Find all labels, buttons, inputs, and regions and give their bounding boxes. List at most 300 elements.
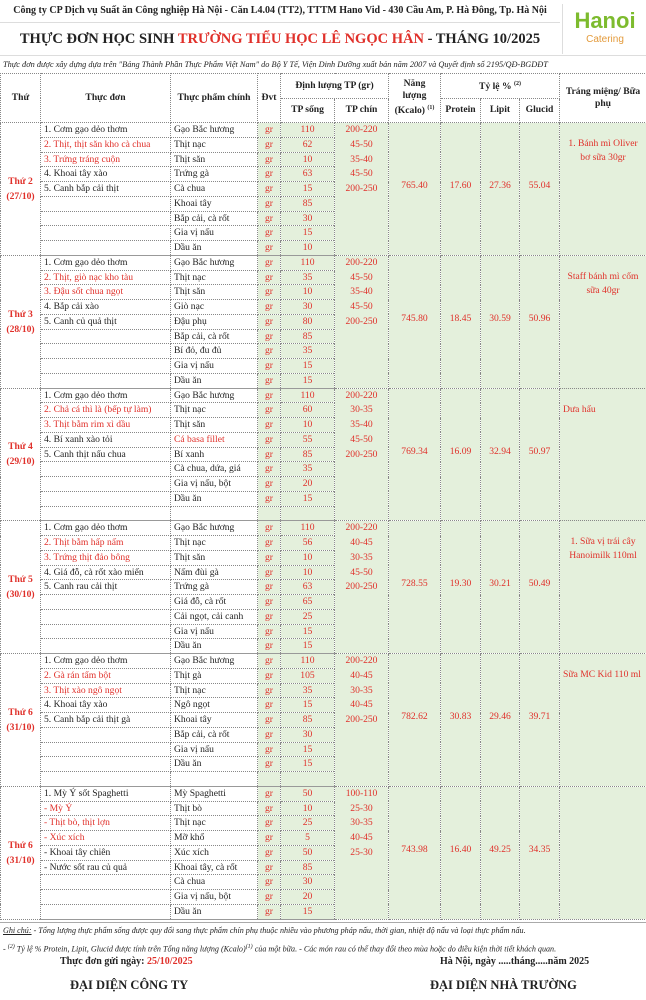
- menu-item: [41, 624, 171, 639]
- raw-qty: [281, 772, 335, 787]
- menu-item: 5. Canh rau cải thịt: [41, 580, 171, 595]
- unit: gr: [258, 757, 281, 772]
- protein: [441, 786, 481, 919]
- nang-luong-label: Năng lượng: [402, 78, 427, 102]
- menu-item: 3. Trứng thịt đảo bông: [41, 550, 171, 565]
- menu-item: [41, 344, 171, 359]
- glucid: [520, 123, 560, 256]
- ingredient: Đậu phụ: [171, 314, 258, 329]
- col-lipit: Lipit: [481, 98, 520, 123]
- raw-qty: 85: [281, 860, 335, 875]
- menu-body: [1, 123, 646, 920]
- unit: gr: [258, 550, 281, 565]
- note-line-1: [3, 923, 646, 939]
- menu-item: 1. Cơm gạo dẻo thơm: [41, 388, 171, 403]
- subtitle: Thực đơn được xây dựng dựa trên "Bảng Thành Phần Thực Phẩm Việt Nam" do Bộ Y Tế, Viện Dinh Dưỡng xuất bản năm 2007 và Quyết định số 2195/QĐ-BGDĐT: [0, 55, 646, 73]
- raw-qty: 15: [281, 742, 335, 757]
- dessert: Staff bánh mì cốm sữa 40gr: [560, 255, 646, 388]
- cooked-qty: 40-45: [350, 669, 373, 681]
- menu-item: 2. Thịt bằm hấp nấm: [41, 536, 171, 551]
- logo-main: Hanoi: [574, 8, 636, 33]
- raw-qty: 110: [281, 123, 335, 138]
- cooked-qty: 35-40: [350, 286, 373, 298]
- ingredient: Dầu ăn: [171, 904, 258, 919]
- unit: gr: [258, 211, 281, 226]
- unit: gr: [258, 890, 281, 905]
- unit: gr: [258, 314, 281, 329]
- lipit-value: 30.59: [489, 312, 511, 324]
- menu-item: 5. Canh củ quả thịt: [41, 314, 171, 329]
- ingredient: Trứng gà: [171, 580, 258, 595]
- raw-qty: 63: [281, 580, 335, 595]
- unit: gr: [258, 403, 281, 418]
- cooked-qty: 200-220: [345, 655, 378, 666]
- ingredient: Thịt nạc: [171, 683, 258, 698]
- title-prefix: THỰC ĐƠN HỌC SINH: [19, 31, 178, 47]
- lipit: [481, 786, 520, 919]
- unit: gr: [258, 373, 281, 388]
- raw-qty: 10: [281, 418, 335, 433]
- menu-item: 3. Trứng tráng cuộn: [41, 152, 171, 167]
- energy-value: 782.62: [401, 711, 428, 722]
- ty-le-label: Tỷ lệ %: [479, 81, 512, 93]
- lipit: [481, 521, 520, 654]
- unit: gr: [258, 580, 281, 595]
- lipit: [481, 388, 520, 521]
- protein: [441, 521, 481, 654]
- glucid: [520, 786, 560, 919]
- raw-qty: 20: [281, 890, 335, 905]
- menu-item: [41, 462, 171, 477]
- menu-item: [41, 875, 171, 890]
- menu-item: [41, 609, 171, 624]
- ingredient: Xúc xích: [171, 845, 258, 860]
- ingredient: Dầu ăn: [171, 757, 258, 772]
- unit: [258, 506, 281, 521]
- raw-qty: 35: [281, 683, 335, 698]
- day-cell: [1, 123, 41, 256]
- raw-qty: 10: [281, 152, 335, 167]
- ingredient: Thịt nạc: [171, 536, 258, 551]
- unit: gr: [258, 624, 281, 639]
- cooked-qty: 40-45: [350, 699, 373, 711]
- table-row: [1, 388, 646, 403]
- unit: gr: [258, 447, 281, 462]
- ingredient: Thịt săn: [171, 285, 258, 300]
- raw-qty: 15: [281, 182, 335, 197]
- cooked-qty: 30-35: [350, 817, 373, 829]
- menu-item: [41, 373, 171, 388]
- menu-item: - Mỳ Ý: [41, 801, 171, 816]
- col-ty-le: [441, 74, 560, 99]
- cooked-qty-cell: [335, 521, 389, 654]
- kcalo-label: (Kcalo): [394, 105, 425, 117]
- unit: gr: [258, 152, 281, 167]
- col-thuc-don: Thực đơn: [41, 74, 171, 123]
- raw-qty: 15: [281, 904, 335, 919]
- cooked-qty: 30-35: [350, 684, 373, 696]
- ingredient: Gạo Bắc hương: [171, 521, 258, 536]
- raw-qty: 30: [281, 727, 335, 742]
- unit: gr: [258, 565, 281, 580]
- menu-item: [41, 595, 171, 610]
- cooked-qty: 30-35: [350, 404, 373, 416]
- day-date: (31/10): [6, 721, 35, 733]
- glucid-value: 55.04: [528, 180, 551, 191]
- ingredient: Bắp cải, cà rốt: [171, 329, 258, 344]
- raw-qty: 110: [281, 255, 335, 270]
- ingredient: Bắp cải, cà rốt: [171, 727, 258, 742]
- ingredient: Thịt nạc: [171, 403, 258, 418]
- ingredient: Gia vị nấu, bột: [171, 477, 258, 492]
- cooked-qty: 45-50: [350, 271, 373, 283]
- unit: gr: [258, 875, 281, 890]
- raw-qty: 15: [281, 698, 335, 713]
- cooked-qty-cell: [335, 388, 389, 521]
- cooked-qty-cell: [335, 654, 389, 787]
- dessert: Sữa MC Kid 110 ml: [560, 654, 646, 787]
- day-date: (31/10): [6, 854, 35, 866]
- raw-qty: 85: [281, 196, 335, 211]
- unit: gr: [258, 904, 281, 919]
- glucid-value: 50.49: [528, 578, 551, 590]
- menu-table: [0, 73, 646, 920]
- unit: gr: [258, 654, 281, 669]
- unit: [258, 772, 281, 787]
- cooked-qty: 30-35: [350, 551, 373, 563]
- energy: [389, 521, 441, 654]
- day-cell: [1, 255, 41, 388]
- unit: gr: [258, 713, 281, 728]
- note-line-2: [3, 939, 646, 958]
- menu-item: 4. Bắp cải xào: [41, 300, 171, 315]
- menu-item: [41, 742, 171, 757]
- ingredient: Cà chua: [171, 875, 258, 890]
- raw-qty: 30: [281, 875, 335, 890]
- cooked-qty: 45-50: [350, 566, 373, 578]
- raw-qty: 15: [281, 624, 335, 639]
- raw-qty: 110: [281, 521, 335, 536]
- menu-item: [41, 506, 171, 521]
- protein-value: 17.60: [449, 180, 472, 191]
- unit: gr: [258, 137, 281, 152]
- raw-qty: 20: [281, 477, 335, 492]
- unit: gr: [258, 536, 281, 551]
- dessert: 1. Bánh mì Oliver bơ sữa 30gr: [560, 123, 646, 256]
- unit: gr: [258, 521, 281, 536]
- energy-value: 743.98: [401, 843, 428, 855]
- table-row: [1, 786, 646, 801]
- table-row: [1, 654, 646, 669]
- col-tp-song: TP sống: [281, 98, 335, 123]
- note-2b: của một bữa. - Các món rau có thể thay đổi theo mùa hoặc do điều kiện thời tiết khách quan.: [252, 944, 557, 954]
- raw-qty: 15: [281, 359, 335, 374]
- energy: [389, 123, 441, 256]
- ingredient: Mỡ khổ: [171, 831, 258, 846]
- cooked-qty: 200-250: [345, 581, 378, 593]
- ingredient: Cà chua: [171, 182, 258, 197]
- ingredient: Gia vị nấu: [171, 742, 258, 757]
- ingredient: Mỳ Spaghetti: [171, 786, 258, 801]
- menu-item: [41, 359, 171, 374]
- day-name: Thứ 6: [8, 706, 33, 718]
- glucid: [520, 521, 560, 654]
- raw-qty: 25: [281, 816, 335, 831]
- note1-sup: (1): [427, 105, 435, 112]
- cooked-qty: 200-220: [345, 124, 378, 135]
- glucid: [520, 654, 560, 787]
- note-2-sup2: (1): [245, 944, 253, 950]
- menu-item: [41, 639, 171, 654]
- ingredient: Thịt bò: [171, 801, 258, 816]
- unit: gr: [258, 196, 281, 211]
- ingredient: Dầu ăn: [171, 491, 258, 506]
- menu-item: 1. Cơm gạo dẻo thơm: [41, 123, 171, 138]
- cooked-qty: 45-50: [350, 433, 373, 445]
- ingredient: Gia vị nấu: [171, 624, 258, 639]
- raw-qty: 35: [281, 270, 335, 285]
- rep-school: ĐẠI DIỆN NHÀ TRƯỜNG: [430, 978, 577, 992]
- day-name: Thứ 2: [8, 175, 33, 187]
- ingredient: Gạo Bắc hương: [171, 123, 258, 138]
- note2-sup: (2): [513, 81, 521, 88]
- raw-qty: 110: [281, 654, 335, 669]
- raw-qty: 55: [281, 432, 335, 447]
- menu-item: [41, 241, 171, 256]
- raw-qty: 10: [281, 285, 335, 300]
- cooked-qty: 35-40: [350, 153, 373, 165]
- dessert: [560, 786, 646, 919]
- note-2-prefix: -: [3, 944, 8, 954]
- cooked-qty: 100-110: [345, 787, 378, 799]
- protein: [441, 388, 481, 521]
- ingredient: Khoai tây: [171, 196, 258, 211]
- cooked-qty: 200-250: [345, 183, 378, 194]
- menu-item: 2. Gà rán tẩm bột: [41, 668, 171, 683]
- unit: gr: [258, 432, 281, 447]
- unit: gr: [258, 270, 281, 285]
- raw-qty: 10: [281, 801, 335, 816]
- title-suffix: - THÁNG 10/2025: [423, 31, 541, 47]
- unit: gr: [258, 727, 281, 742]
- ingredient: Gia vị nấu: [171, 226, 258, 241]
- energy-value: 769.34: [401, 445, 428, 457]
- energy-value: 728.55: [401, 578, 428, 590]
- unit: gr: [258, 683, 281, 698]
- energy: [389, 654, 441, 787]
- ingredient: Gạo Bắc hương: [171, 654, 258, 669]
- unit: gr: [258, 359, 281, 374]
- menu-item: [41, 757, 171, 772]
- unit: gr: [258, 462, 281, 477]
- menu-item: [41, 211, 171, 226]
- cooked-qty: 200-250: [345, 315, 378, 327]
- menu-item: [41, 491, 171, 506]
- protein-value: 18.45: [449, 312, 472, 324]
- raw-qty: 110: [281, 388, 335, 403]
- day-date: (27/10): [6, 190, 35, 202]
- col-dinh-luong: Định lượng TP (gr): [281, 74, 389, 99]
- unit: gr: [258, 786, 281, 801]
- raw-qty: 10: [281, 241, 335, 256]
- raw-qty: 56: [281, 536, 335, 551]
- col-protein: Protein: [441, 98, 481, 123]
- unit: gr: [258, 698, 281, 713]
- lipit: [481, 654, 520, 787]
- menu-item: [41, 727, 171, 742]
- unit: gr: [258, 226, 281, 241]
- ingredient: [171, 772, 258, 787]
- unit: gr: [258, 344, 281, 359]
- col-glucid: Glucid: [520, 98, 560, 123]
- ingredient: Bí xanh: [171, 447, 258, 462]
- ingredient: Khoai tây, cà rốt: [171, 860, 258, 875]
- cooked-qty: 200-250: [345, 714, 378, 725]
- ingredient: Cải ngọt, cải canh: [171, 609, 258, 624]
- cooked-qty: 25-30: [350, 846, 373, 858]
- ingredient: Ngô ngọt: [171, 698, 258, 713]
- unit: gr: [258, 491, 281, 506]
- raw-qty: 30: [281, 211, 335, 226]
- raw-qty: 15: [281, 757, 335, 772]
- col-tp-chin: TP chín: [335, 98, 389, 123]
- raw-qty: 15: [281, 639, 335, 654]
- unit: gr: [258, 300, 281, 315]
- ingredient: Thịt săn: [171, 418, 258, 433]
- unit: gr: [258, 167, 281, 182]
- unit: gr: [258, 418, 281, 433]
- menu-item: [41, 477, 171, 492]
- sent-label: Thực đơn gửi ngày:: [60, 956, 148, 967]
- protein-value: 16.09: [449, 445, 472, 457]
- unit: gr: [258, 831, 281, 846]
- ingredient: Dầu ăn: [171, 639, 258, 654]
- cooked-qty: 40-45: [350, 537, 373, 548]
- menu-item: 5. Canh bắp cải thịt: [41, 182, 171, 197]
- glucid: [520, 255, 560, 388]
- unit: gr: [258, 816, 281, 831]
- table-row: [1, 521, 646, 536]
- glucid-value: 34.35: [528, 843, 551, 855]
- hanoi-catering-logo: [562, 4, 646, 54]
- raw-qty: 65: [281, 595, 335, 610]
- raw-qty: 50: [281, 786, 335, 801]
- cooked-qty: 45-50: [350, 168, 373, 180]
- raw-qty: 63: [281, 167, 335, 182]
- lipit-value: 29.46: [489, 711, 511, 722]
- menu-item: 4. Giá đỗ, cà rốt xào miến: [41, 565, 171, 580]
- lipit-value: 32.94: [489, 445, 511, 457]
- raw-qty: 85: [281, 713, 335, 728]
- menu-item: 4. Bí xanh xào tỏi: [41, 432, 171, 447]
- ingredient: [171, 506, 258, 521]
- menu-item: 4. Khoai tây xào: [41, 167, 171, 182]
- ingredient: Dầu ăn: [171, 241, 258, 256]
- cooked-qty-cell: [335, 255, 389, 388]
- day-name: Thứ 5: [8, 574, 33, 586]
- raw-qty: 25: [281, 609, 335, 624]
- rep-company: ĐẠI DIỆN CÔNG TY: [70, 978, 189, 992]
- menu-item: 5. Canh bắp cải thịt gà: [41, 713, 171, 728]
- title-school: TRƯỜNG TIỂU HỌC LÊ NGỌC HÂN: [177, 31, 424, 47]
- menu-item: [41, 196, 171, 211]
- lipit: [481, 123, 520, 256]
- protein-value: 19.30: [449, 578, 472, 590]
- unit: gr: [258, 255, 281, 270]
- note-2-sup: (2): [7, 944, 15, 950]
- day-cell: [1, 786, 41, 919]
- note-1: - Tổng lượng thực phẩm sống được quy đổi sang thực phẩm chín phụ thuộc nhiều vào phương pháp nấu, thời gian, nhiệt độ nấu và loại thực phẩm nấu.: [31, 926, 526, 935]
- raw-qty: 15: [281, 226, 335, 241]
- unit: gr: [258, 668, 281, 683]
- unit: gr: [258, 860, 281, 875]
- ingredient: Giá đỗ, cà rốt: [171, 595, 258, 610]
- col-thuc-pham: Thực phẩm chính: [171, 74, 258, 123]
- ingredient: Thịt nạc: [171, 270, 258, 285]
- col-trang-mieng: Tráng miệng/ Bữa phụ: [560, 74, 646, 123]
- raw-qty: 10: [281, 550, 335, 565]
- protein: [441, 255, 481, 388]
- ingredient: Dầu ăn: [171, 373, 258, 388]
- glucid: [520, 388, 560, 521]
- menu-item: [41, 772, 171, 787]
- dessert: Dưa hấu: [560, 388, 646, 521]
- protein-value: 30.83: [449, 711, 472, 722]
- ingredient: Trứng gà: [171, 167, 258, 182]
- raw-qty: 35: [281, 462, 335, 477]
- menu-item: - Xúc xích: [41, 831, 171, 846]
- ingredient: Cà chua, dứa, giá: [171, 462, 258, 477]
- day-cell: [1, 654, 41, 787]
- cooked-qty: 35-40: [350, 419, 373, 430]
- day-date: (28/10): [6, 323, 35, 335]
- ingredient: Thịt săn: [171, 550, 258, 565]
- table-row: [1, 255, 646, 270]
- ingredient: Gia vị nấu, bột: [171, 890, 258, 905]
- energy: [389, 255, 441, 388]
- protein-value: 16.40: [449, 843, 472, 855]
- ingredient: Cá basa fillet: [171, 432, 258, 447]
- menu-item: 1. Mỳ Ý sốt Spaghetti: [41, 786, 171, 801]
- ingredient: Gia vị nấu: [171, 359, 258, 374]
- unit: gr: [258, 845, 281, 860]
- raw-qty: 105: [281, 668, 335, 683]
- unit: gr: [258, 182, 281, 197]
- unit: gr: [258, 639, 281, 654]
- energy: [389, 786, 441, 919]
- raw-qty: 30: [281, 300, 335, 315]
- lipit-value: 49.25: [489, 843, 511, 855]
- protein: [441, 654, 481, 787]
- menu-item: 5. Canh thịt nấu chua: [41, 447, 171, 462]
- menu-item: 3. Thịt xào ngô ngọt: [41, 683, 171, 698]
- ingredient: Gạo Bắc hương: [171, 255, 258, 270]
- day-name: Thứ 3: [8, 308, 33, 320]
- menu-item: [41, 329, 171, 344]
- raw-qty: 85: [281, 329, 335, 344]
- cooked-qty: 200-220: [345, 522, 378, 534]
- day-cell: [1, 521, 41, 654]
- raw-qty: 50: [281, 845, 335, 860]
- protein: [441, 123, 481, 256]
- menu-item: 1. Cơm gạo dẻo thơm: [41, 654, 171, 669]
- menu-item: - Khoai tây chiên: [41, 845, 171, 860]
- unit: gr: [258, 801, 281, 816]
- menu-item: - Thịt bò, thịt lợn: [41, 816, 171, 831]
- day-cell: [1, 388, 41, 521]
- cooked-qty-cell: [335, 786, 389, 919]
- col-nang-luong: [389, 74, 441, 123]
